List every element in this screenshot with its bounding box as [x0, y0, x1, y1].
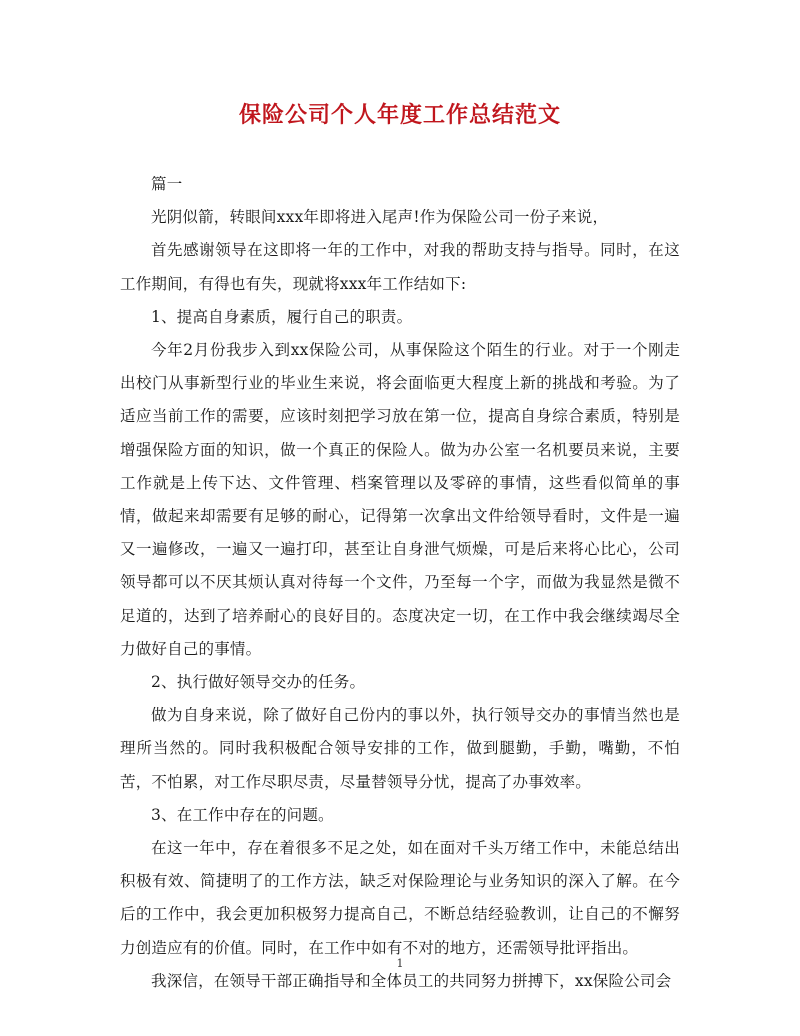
- paragraph-thanks: 首先感谢领导在这即将一年的工作中，对我的帮助支持与指导。同时，在这工作期间，有得也有失，现就将xxx年工作结如下:: [120, 241, 680, 293]
- paragraph-closing: 我深信，在领导干部正确指导和全体员工的共同努力拼搏下，xx保险公司会: [151, 971, 672, 990]
- heading-point-1: 1、提高自身素质，履行自己的职责。: [151, 307, 413, 326]
- paragraph-point-3: 在这一年中，存在着很多不足之处，如在面对千头万绪工作中，未能总结出积极有效、简捷明了的工作方法，缺乏对保险理论与业务知识的深入了解。在今后的工作中，我会更加积极努力提高自己，不断总结经验教训，让自己的不懈努力创造应有的价值。同时，在工作中如有不对的地方，还需领导批评指出。: [120, 839, 680, 957]
- page-number: 1: [396, 957, 404, 970]
- paragraph-point-1: 今年2月份我步入到xx保险公司，从事保险这个陌生的行业。对于一个刚走出校门从事新型行业的毕业生来说，将会面临更大程度上新的挑战和考验。为了适应当前工作的需要，应该时刻把学习放在第一位，提高自身综合素质，特别是增强保险方面的知识，做一个真正的保险人。做为办公室一名机要员来说，主要工作就是上传下达、文件管理、档案管理以及零碎的事情，这些看似简单的事情，做起来却需要有足够的耐心，记得第一次拿出文件给领导看时，文件是一遍又一遍修改，一遍又一遍打印，甚至让自身泄气烦燥，可是后来将心比心，公司领导都可以不厌其烦认真对待每一个文件，乃至每一个字，而做为我显然是微不足道的，达到了培养耐心的良好目的。态度决定一切，在工作中我会继续竭尽全力做好自己的事情。: [120, 341, 680, 658]
- paragraph-intro: 光阴似箭，转眼间xxx年即将进入尾声!作为保险公司一份子来说，: [151, 208, 609, 227]
- document-body: [120, 168, 680, 998]
- paragraph-section-label: 篇一: [151, 175, 183, 193]
- heading-point-2: 2、执行做好领导交办的任务。: [151, 673, 366, 692]
- heading-point-3: 3、在工作中存在的问题。: [151, 805, 334, 824]
- document-title: 保险公司个人年度工作总结范文: [238, 102, 561, 128]
- paragraph-point-2: 做为自身来说，除了做好自己份内的事以外，执行领导交办的事情当然也是理所当然的。同时我积极配合领导安排的工作，做到腿勤，手勤，嘴勤，不怕苦，不怕累，对工作尽职尽责，尽量替领导分忧，提高了办事效率。: [120, 706, 680, 791]
